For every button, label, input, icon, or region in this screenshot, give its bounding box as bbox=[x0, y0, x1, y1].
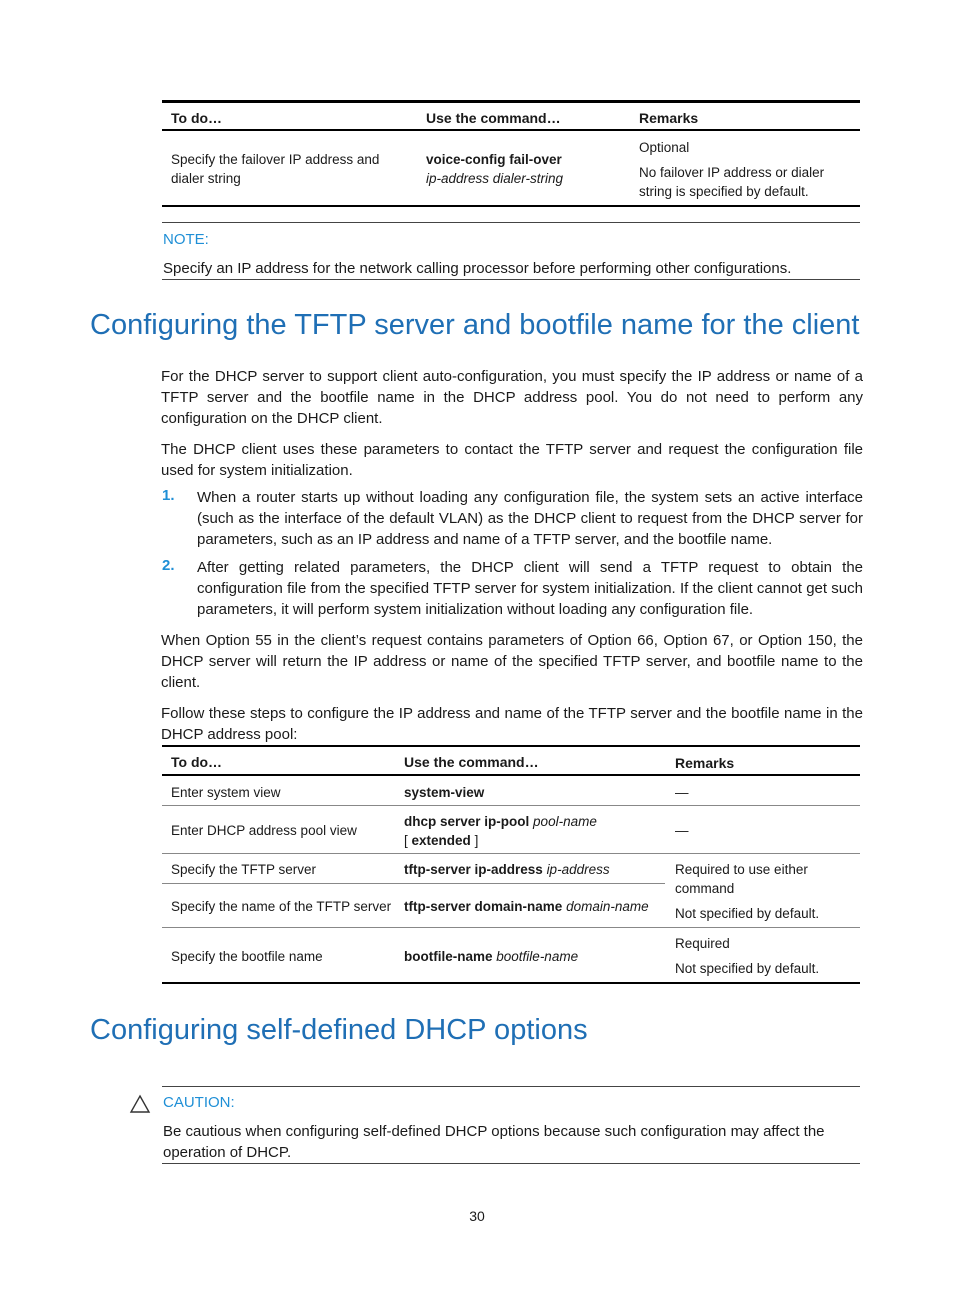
command-argument: ip-address bbox=[546, 862, 610, 877]
caution-text: Be cautious when configuring self-defined DHCP options because such configuration may affect the operation of DHCP. bbox=[163, 1123, 825, 1161]
caution-top-rule bbox=[162, 1086, 860, 1087]
table-bottom-rule bbox=[162, 205, 860, 207]
table-row-5-remark-required: Required bbox=[675, 936, 730, 951]
section-heading-tftp: Configuring the TFTP server and bootfile name for the client bbox=[90, 309, 860, 341]
step-number-2: 2. bbox=[162, 557, 175, 574]
optional-bracket-close: ] bbox=[474, 833, 479, 848]
table-row-5-remark-default: Not specified by default. bbox=[675, 961, 820, 976]
table-row-divider bbox=[162, 853, 860, 854]
note-label: NOTE: bbox=[163, 231, 209, 248]
table-header-remarks: Remarks bbox=[639, 110, 699, 126]
table-header-todo: To do… bbox=[171, 110, 223, 126]
warning-triangle-icon bbox=[129, 1094, 151, 1119]
table-row-divider bbox=[162, 805, 860, 806]
table-row-5-todo: Specify the bootfile name bbox=[171, 949, 323, 964]
command-argument: ip-address dialer-string bbox=[426, 171, 564, 186]
table-row-1-remark: — bbox=[675, 785, 689, 800]
table-row-2-todo: Enter DHCP address pool view bbox=[171, 823, 357, 838]
command-argument: bootfile-name bbox=[496, 949, 579, 964]
table-header-todo: To do… bbox=[171, 754, 223, 770]
command-argument: domain-name bbox=[566, 899, 649, 914]
table-cell-remark-optional: Optional bbox=[639, 140, 690, 155]
table-header-rule bbox=[162, 774, 860, 776]
section-heading-self-defined-options: Configuring self-defined DHCP options bbox=[90, 1014, 588, 1046]
table-cell-remark-default: No failover IP address or dialer string is specified by default. bbox=[639, 165, 825, 199]
table-row-4-todo: Specify the name of the TFTP server bbox=[171, 899, 392, 914]
table-top-rule bbox=[162, 745, 860, 747]
step-text-1: When a router starts up without loading any configuration file, the system sets an active interface (such as the interface of the default VLAN) as the DHCP client to request from the DHCP server for parameters, such as an IP address and name of a TFTP server, and the bootfile name. bbox=[197, 489, 863, 548]
table-row-5-command bbox=[404, 947, 578, 966]
paragraph-option55: When Option 55 in the client’s request contains parameters of Option 66, Option 67, or Option 150, the DHCP server will return the IP address or name of the specified TFTP server, and bootfile name to the client. bbox=[161, 632, 863, 691]
table-row-1-todo: Enter system view bbox=[171, 785, 281, 800]
table-row-4-command bbox=[404, 897, 649, 916]
caution-bottom-rule bbox=[162, 1163, 860, 1164]
table-row-2-command bbox=[404, 812, 659, 850]
table-cell-todo: Specify the failover IP address and dialer string bbox=[171, 152, 380, 186]
command-keyword-extended: extended bbox=[411, 833, 471, 848]
table-row-1-command bbox=[404, 783, 484, 802]
note-text: Specify an IP address for the network calling processor before performing other configurations. bbox=[163, 260, 792, 277]
table-header-rule bbox=[162, 129, 860, 131]
table-header-command: Use the command… bbox=[404, 754, 539, 770]
table-header-command: Use the command… bbox=[426, 110, 561, 126]
command-argument: pool-name bbox=[533, 814, 597, 829]
paragraph-client-params: The DHCP client uses these parameters to contact the TFTP server and request the configuration file used for system initialization. bbox=[161, 441, 863, 479]
table-header-remarks: Remarks bbox=[675, 755, 735, 771]
table-row-divider bbox=[162, 927, 860, 928]
table-bottom-rule bbox=[162, 982, 860, 984]
step-number-1: 1. bbox=[162, 487, 175, 504]
optional-bracket-open: [ bbox=[404, 833, 408, 848]
paragraph-intro: For the DHCP server to support client auto-configuration, you must specify the IP address or name of a TFTP server and the bootfile name in the DHCP address pool. You do not need to perform any configuration on the DHCP client. bbox=[161, 368, 863, 427]
command-keyword: dhcp server ip-pool bbox=[404, 814, 530, 829]
caution-label: CAUTION: bbox=[163, 1094, 235, 1111]
table-row-3-todo: Specify the TFTP server bbox=[171, 862, 317, 877]
paragraph-follow-steps: Follow these steps to configure the IP address and name of the TFTP server and the bootfile name in the DHCP address pool: bbox=[161, 705, 863, 743]
command-keyword: tftp-server domain-name bbox=[404, 899, 563, 914]
table-cell-command bbox=[426, 150, 626, 188]
table-row-3-command bbox=[404, 860, 610, 879]
table-merged-remark-required: Required to use either command bbox=[675, 862, 808, 896]
step-text-2: After getting related parameters, the DHCP client will send a TFTP request to obtain the configuration file from the specified TFTP server for system initialization. If the client cannot get such parameters, it will perform system initialization without loading any configuration file. bbox=[197, 559, 863, 618]
command-keyword: system-view bbox=[404, 785, 485, 800]
table-top-rule bbox=[162, 100, 860, 103]
table-merged-remark-default: Not specified by default. bbox=[675, 906, 820, 921]
note-bottom-rule bbox=[162, 279, 860, 280]
command-keyword: tftp-server ip-address bbox=[404, 862, 543, 877]
table-row-2-remark: — bbox=[675, 823, 689, 838]
command-keyword: bootfile-name bbox=[404, 949, 493, 964]
table-row-divider bbox=[162, 883, 665, 884]
note-top-rule bbox=[162, 222, 860, 223]
command-keyword: voice-config fail-over bbox=[426, 152, 562, 167]
page-number: 30 bbox=[469, 1208, 485, 1224]
